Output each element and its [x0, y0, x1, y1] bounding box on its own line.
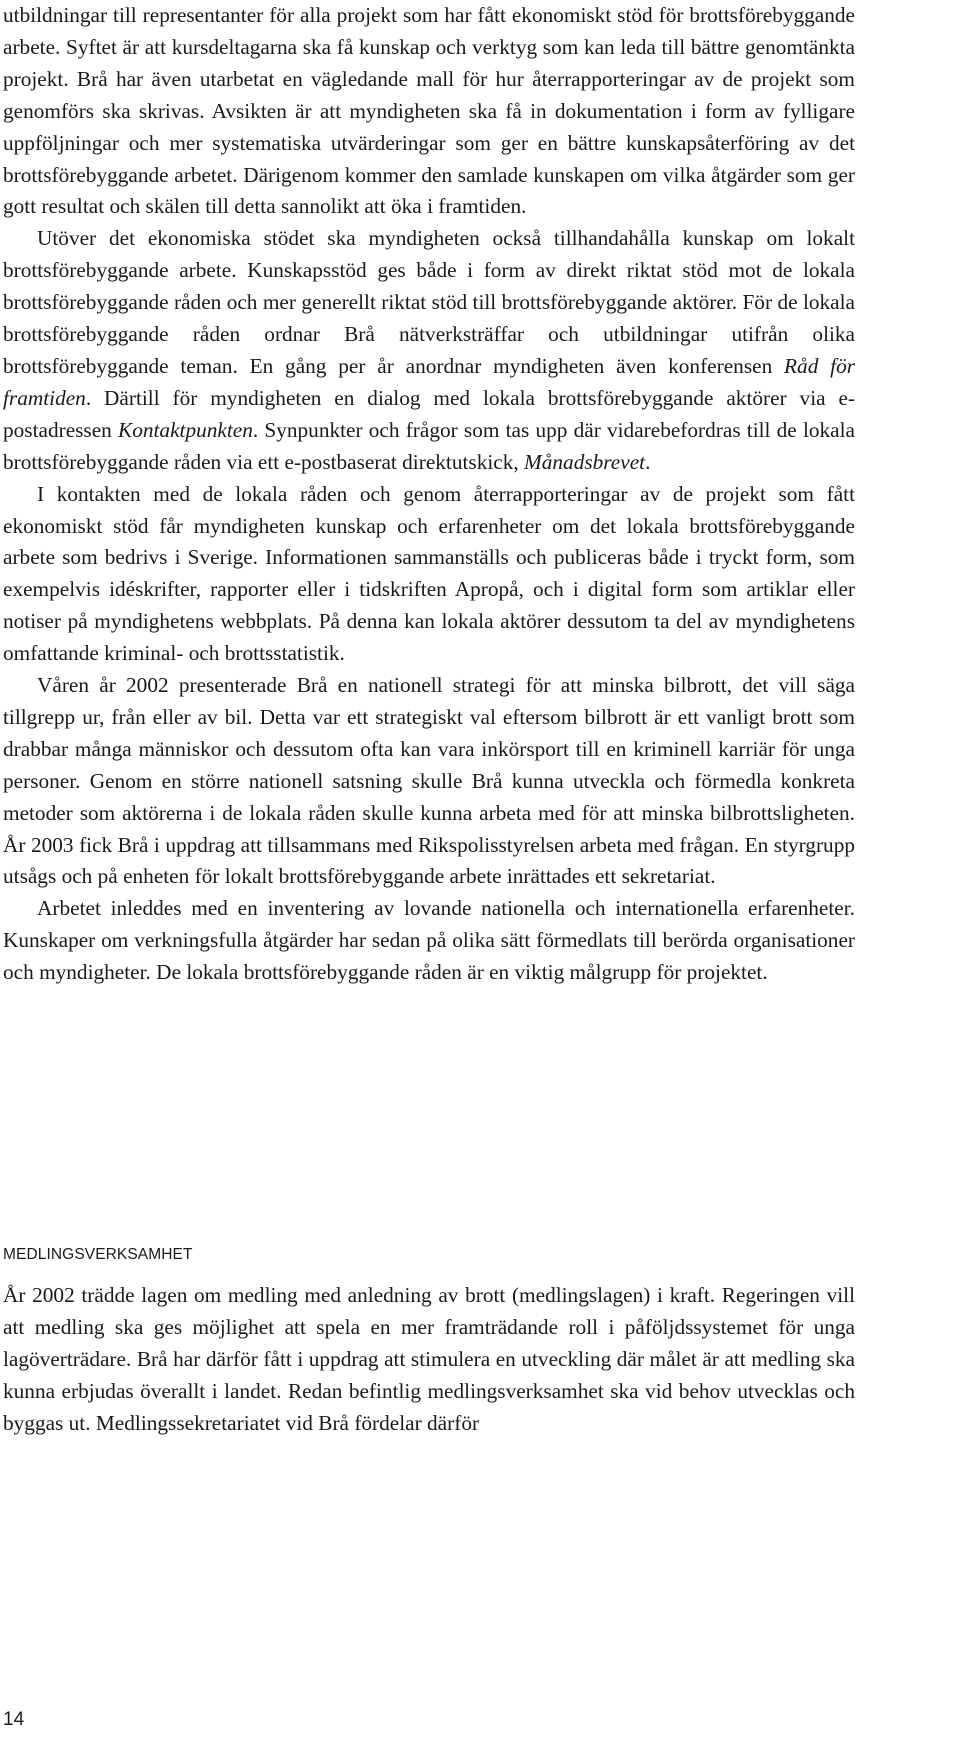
page-number: 14 [3, 1709, 25, 1730]
paragraph-2-text-a: Utöver det ekonomiska stödet ska myndigheten också tillhandahålla kunskap om lokalt brottsförebyggande arbete. Kunskapsstöd ges både i form av direkt riktat stöd mot de lokala brottsförebyggande råden och mer generellt riktat stöd till brottsförebyggande aktörer. För de lokala brottsförebyggande råden ordnar Brå nätverksträffar och utbildningar utifrån olika brottsförebyggande teman. En gång per år anordnar myndigheten även konferensen [3, 226, 855, 378]
paragraph-3: I kontakten med de lokala råden och genom återrapporteringar av de projekt som fått ekonomiskt stöd får myndigheten kunskap och erfarenheter om det lokala brottsförebyggande arbete som bedrivs i Sverige. Informationen sammanställs och publiceras både i tryckt form, som exempelvis idéskrifter, rapporter eller i tidskriften Apropå, och i digital form som artiklar eller notiser på myndighetens webbplats. På denna kan lokala aktörer dessutom ta del av myndighetens omfattande kriminal- och brottsstatistik. [3, 481, 855, 666]
paragraph-4: Våren år 2002 presenterade Brå en nationell strategi för att minska bilbrott, det vill säga tillgrepp ur, från eller av bil. Detta var ett strategiskt val eftersom bilbrott är ett vanligt brott som drabbar många människor och dessutom ofta kan vara inkörsport till en kriminell karriär för unga personer. Genom en större nationell satsning skulle Brå kunna utveckla och förmedla konkreta metoder som aktörerna i de lokala råden skulle kunna arbeta med för att minska bilbrottsligheten. År 2003 fick Brå i uppdrag att tillsammans med Rikspolisstyrelsen arbeta med frågan. En styrgrupp utsågs och på enheten för lokalt brottsförebyggande arbete inrättades ett sekretariat. [3, 673, 855, 889]
section-body [3, 1280, 855, 1440]
newsletter-name: Månadsbrevet [524, 449, 646, 474]
paragraph-2-text-b: . Därtill för myndigheten en dialog med lokala brottsförebyggande aktörer via e-postadressen [3, 385, 855, 442]
paragraph-1: utbildningar till representanter för alla projekt som har fått ekonomiskt stöd för brottsförebyggande arbete. Syftet är att kursdeltagarna ska få kunskap och verktyg som kan leda till bättre genomtänkta projekt. Brå har även utarbetat en vägledande mall för hur återrapporteringar av de projekt som genomförs ska skrivas. Avsikten är att myndigheten ska få in dokumentation i form av fylligare uppföljningar och mer systematiska utvärderingar som ger en bättre kunskapsåterföring av det brottsförebyggande arbetet. Därigenom kommer den samlade kunskapen om vilka åtgärder som ger gott resultat och skälen till detta sannolikt att öka i framtiden. [3, 3, 855, 219]
conference-name: Råd för framtiden [3, 353, 856, 410]
section-heading: MEDLINGSVERKSAMHET [3, 1246, 193, 1263]
paragraph-2-text-c: . Synpunkter och frågor som tas upp där vidarebefordras till de lokala brottsförebyggande råden via ett e-postbaserat direktutskick, [3, 417, 855, 474]
body-text [3, 0, 855, 989]
email-address-name: Kontaktpunkten [118, 417, 253, 442]
paragraph-2 [3, 223, 855, 478]
paragraph-5: Arbetet inleddes med en inventering av lovande nationella och internationella erfarenheter. Kunskaper om verkningsfulla åtgärder har sedan på olika sätt förmedlats till berörda organisationer och myndigheter. De lokala brottsförebyggande råden är en viktig målgrupp för projektet. [3, 896, 855, 985]
section-paragraph: År 2002 trädde lagen om medling med anledning av brott (medlingslagen) i kraft. Regeringen vill att medling ska ges möjlighet att spela en mer framträdande roll i påföljdssystemet för unga lagöverträdare. Brå har därför fått i uppdrag att stimulera en utveckling där målet är att medling ska kunna erbjudas överallt i landet. Redan befintlig medlingsverksamhet ska vid behov utvecklas och byggas ut. Medlingssekretariatet vid Brå fördelar därför [3, 1283, 855, 1435]
paragraph-2-text-d: . [645, 449, 651, 474]
